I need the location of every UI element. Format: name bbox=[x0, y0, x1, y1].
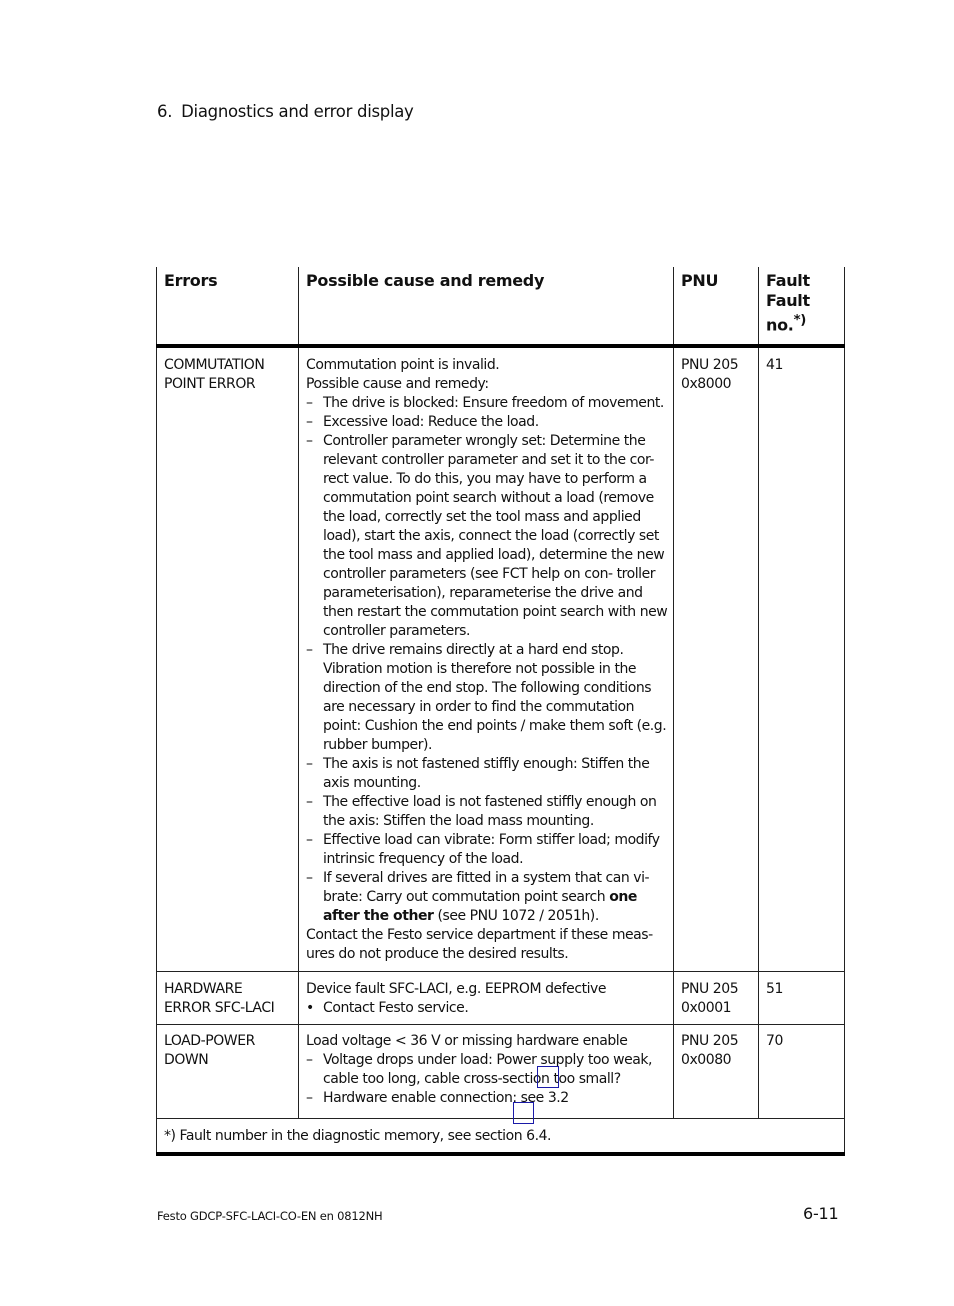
list-item-text: Controller parameter wrongly set: Determine the relevant controller parameter and set it to the cor- rect value. To do this, you may have to perform a commutation point search without a load (remove the load, correctly set the tool mass and applied load), start the axis, connect the load (correctly set the tool mass and applied load), determine the new controller parameters (see FCT help on con- troller parameterisation), reparameterise the drive and then restart the commutation point search with new controller parameters. bbox=[323, 433, 668, 640]
pnu-cell bbox=[674, 346, 759, 972]
list-item bbox=[306, 394, 669, 413]
error-name-line: COMMUTATION bbox=[164, 357, 265, 374]
error-name-line: ERROR SFC-LACI bbox=[164, 1000, 275, 1017]
list-item bbox=[306, 755, 669, 793]
table-row bbox=[157, 346, 845, 972]
pnu-line: PNU 205 bbox=[681, 981, 739, 998]
dash-marker: – bbox=[306, 794, 313, 811]
document-id: Festo GDCP-SFC-LACI-CO-EN en 0812NH bbox=[157, 1209, 383, 1223]
pnu-line: 0x0001 bbox=[681, 1000, 732, 1017]
error-name-line: POINT ERROR bbox=[164, 376, 256, 393]
link-section-6-4[interactable] bbox=[513, 1102, 534, 1124]
list-item-text: Hardware enable connection: see 3.2 bbox=[323, 1090, 569, 1107]
section-number: 6. bbox=[157, 102, 173, 121]
dash-marker: – bbox=[306, 870, 313, 887]
dash-marker: – bbox=[306, 414, 313, 431]
cause-outro: Contact the Festo service department if these meas- ures do not produce the desired results. bbox=[306, 927, 653, 963]
table-row bbox=[157, 1025, 845, 1119]
dash-marker: – bbox=[306, 1090, 313, 1107]
footnote-row bbox=[157, 1119, 845, 1155]
list-item-text: The drive is blocked: Ensure freedom of movement. bbox=[323, 395, 664, 412]
error-name-line: DOWN bbox=[164, 1052, 209, 1069]
column-header-cause: Possible cause and remedy bbox=[299, 267, 674, 346]
pnu-cell bbox=[674, 1025, 759, 1119]
fault-no-cell: 41 bbox=[759, 346, 845, 972]
cause-cell bbox=[299, 972, 674, 1025]
list-item-text: Excessive load: Reduce the load. bbox=[323, 414, 539, 431]
emphasis-text: one after the other bbox=[323, 889, 637, 925]
list-item-text bbox=[323, 869, 669, 926]
column-header-errors: Errors bbox=[157, 267, 299, 346]
error-cell bbox=[157, 346, 299, 972]
section-title: Diagnostics and error display bbox=[181, 102, 414, 121]
dash-marker: – bbox=[306, 395, 313, 412]
dash-marker: – bbox=[306, 642, 313, 659]
cause-cell bbox=[299, 1025, 674, 1119]
cause-cell bbox=[299, 346, 674, 972]
pnu-line: PNU 205 bbox=[681, 357, 739, 374]
section-heading bbox=[157, 102, 414, 121]
list-item bbox=[306, 999, 669, 1018]
list-item bbox=[306, 413, 669, 432]
list-item-text: Voltage drops under load: Power supply too weak, cable too long, cable cross-section too small? bbox=[323, 1052, 653, 1088]
list-item bbox=[306, 793, 669, 831]
cause-intro: Commutation point is invalid. bbox=[306, 357, 500, 374]
fault-no-label: Fault no. bbox=[766, 291, 810, 335]
column-header-fault-no: Fault Fault no.*) bbox=[759, 267, 845, 346]
cause-intro: Possible cause and remedy: bbox=[306, 376, 489, 393]
error-cell bbox=[157, 1025, 299, 1119]
pnu-line: 0x0080 bbox=[681, 1052, 732, 1069]
list-item-text: The axis is not fastened stiffly enough: Stiffen the axis mounting. bbox=[323, 756, 650, 792]
error-name-line: LOAD-POWER bbox=[164, 1033, 255, 1050]
list-item bbox=[306, 831, 669, 869]
table-row bbox=[157, 972, 845, 1025]
table-header-row bbox=[157, 267, 845, 346]
footnote: *) Fault number in the diagnostic memory, see section 6.4. bbox=[157, 1119, 845, 1155]
list-item bbox=[306, 869, 669, 926]
page-number: 6-11 bbox=[803, 1204, 839, 1223]
pnu-line: PNU 205 bbox=[681, 1033, 739, 1050]
list-item bbox=[306, 641, 669, 755]
list-item-text: Contact Festo service. bbox=[323, 1000, 469, 1017]
pnu-cell bbox=[674, 972, 759, 1025]
pnu-line: 0x8000 bbox=[681, 376, 732, 393]
list-item bbox=[306, 432, 669, 641]
dash-marker: – bbox=[306, 1052, 313, 1069]
fault-no-cell: 70 bbox=[759, 1025, 845, 1119]
bullet-marker: • bbox=[306, 1000, 314, 1017]
fault-no-cell: 51 bbox=[759, 972, 845, 1025]
column-header-pnu: PNU bbox=[674, 267, 759, 346]
error-cell bbox=[157, 972, 299, 1025]
list-item bbox=[306, 1051, 669, 1089]
dash-marker: – bbox=[306, 832, 313, 849]
list-item-text-part: (see PNU 1072 / 2051h). bbox=[433, 908, 599, 925]
list-item bbox=[306, 1089, 669, 1108]
list-item-text-part: If several drives are fitted in a system that can vi- brate: Carry out commutation point search bbox=[323, 870, 650, 906]
cause-intro: Load voltage < 36 V or missing hardware enable bbox=[306, 1033, 628, 1050]
dash-marker: – bbox=[306, 433, 313, 450]
cause-intro: Device fault SFC-LACI, e.g. EEPROM defective bbox=[306, 981, 607, 998]
link-section-3-2[interactable] bbox=[537, 1066, 559, 1088]
list-item-text: Effective load can vibrate: Form stiffer load; modify intrinsic frequency of the load. bbox=[323, 832, 660, 868]
error-table bbox=[156, 267, 845, 1156]
error-name-line: HARDWARE bbox=[164, 981, 243, 998]
list-item-text: The drive remains directly at a hard end stop. Vibration motion is therefore not possible in the direction of the end stop. The following conditions are necessary in order to find the commutation point: Cushion the end points / make them soft (e.g. rubber bumper). bbox=[323, 642, 667, 754]
list-item-text: The effective load is not fastened stiffly enough on the axis: Stiffen the load mass mounting. bbox=[323, 794, 657, 830]
dash-marker: – bbox=[306, 756, 313, 773]
fault-no-footnote-mark: *) bbox=[793, 313, 807, 328]
